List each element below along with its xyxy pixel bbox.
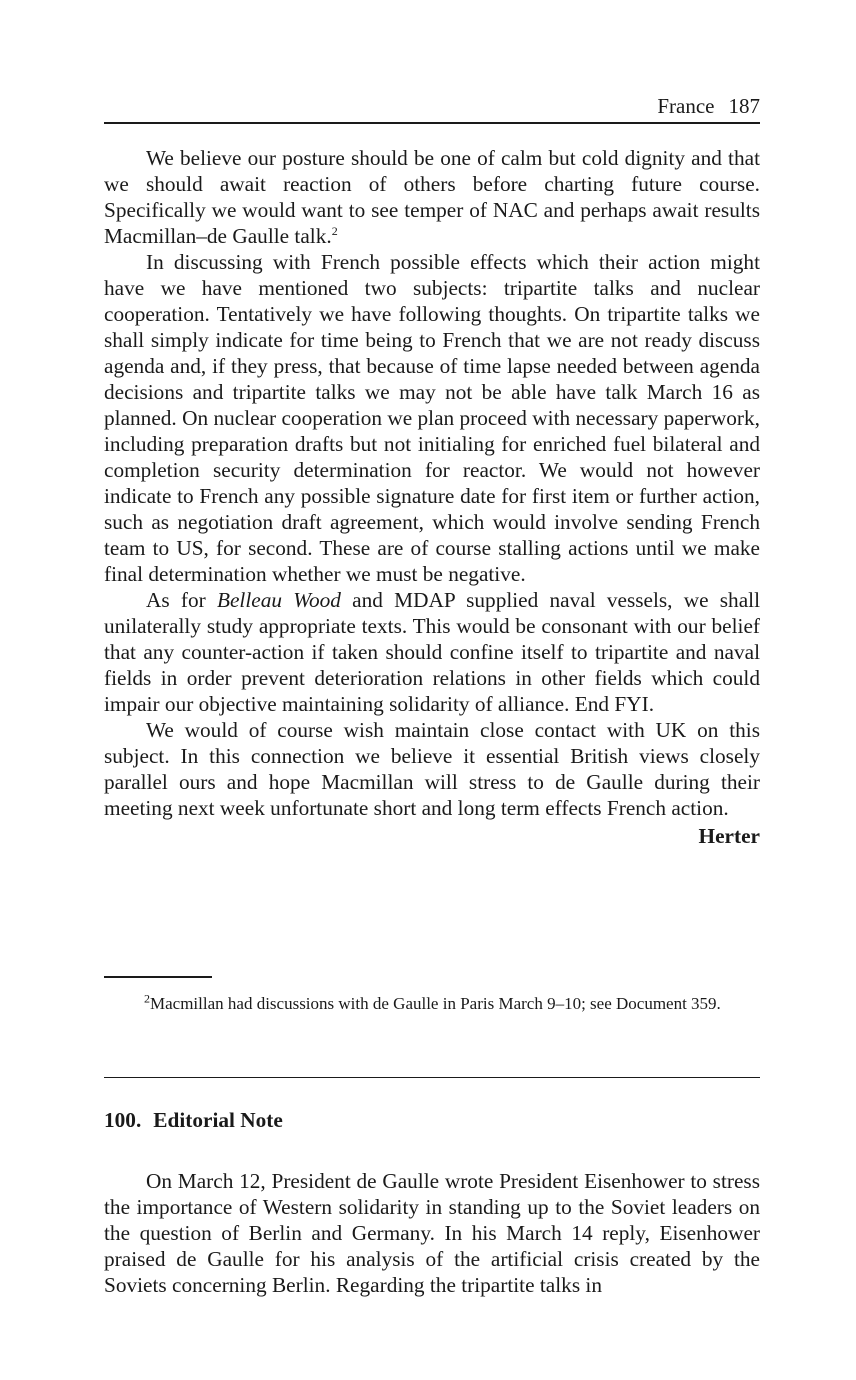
footnote-reference[interactable]: 2	[331, 223, 338, 238]
telegram-body	[104, 145, 760, 849]
running-head-section: France	[657, 94, 715, 118]
footnote-rule	[104, 976, 212, 978]
editorial-note-body	[104, 1168, 760, 1298]
section-divider	[104, 1077, 760, 1078]
editorial-paragraph-1: On March 12, President de Gaulle wrote President Eisenhower to stress the importance of Western solidarity in standing up to the Soviet leaders on the question of Berlin and Germany. In his March 14 reply, Eisenhower praised de Gaulle for his analysis of the artificial crisis created by the Soviets concerning Berlin. Regarding the tripartite talks in	[104, 1169, 760, 1297]
ship-name: Belleau Wood	[216, 588, 341, 612]
section-heading	[104, 1106, 283, 1134]
footnote-text: Macmillan had discussions with de Gaulle in Paris March 9–10; see Document 359.	[150, 994, 721, 1013]
section-title: Editorial Note	[153, 1108, 283, 1132]
paragraph-2: In discussing with French possible effects which their action might have we have mentioned two subjects: tripartite talks and nuclear cooperation. Tentatively we have following thoughts. On tripartite talks we shall simply indicate for time being to French that we are not ready discuss agenda and, if they press, that because of time lapse needed between agenda decisions and tripartite talks we may not be able have talk March 16 as planned. On nuclear cooperation we plan proceed with necessary paperwork, including preparation drafts but not initialing for enriched fuel bilateral and completion security determination for reactor. We would not however indicate to French any possible signature date for first item or further action, such as negotiation draft agreement, which would involve sending French team to US, for second. These are of course stalling actions until we make final determination whether we must be negative.	[104, 250, 760, 586]
page-number: 187	[728, 94, 760, 118]
footnote-number: 2	[144, 991, 150, 1006]
signature: Herter	[698, 824, 760, 848]
running-head	[657, 92, 760, 120]
header-rule	[104, 122, 760, 124]
paragraph-4: We would of course wish maintain close contact with UK on this subject. In this connection we believe it essential British views closely parallel ours and hope Macmillan will stress to de Gaulle during their meeting next week unfortunate short and long term effects French action.	[104, 718, 760, 820]
footnote	[104, 992, 760, 1016]
paragraph-1: We believe our posture should be one of calm but cold dignity and that we should await reaction of others before charting future course. Specifically we would want to see temper of NAC and perhaps await results Macmillan–de Gaulle talk.$^2$	[104, 146, 760, 248]
section-number: 100.	[104, 1108, 142, 1132]
paragraph-3: As for Belleau Wood and MDAP supplied naval vessels, we shall unilaterally study appropriate texts. This would be consonant with our belief that any counter-action if taken should confine itself to tripartite and naval fields in order prevent deterioration relations in other fields which could impair our objective maintaining solidarity of alliance. End FYI.	[104, 588, 760, 716]
